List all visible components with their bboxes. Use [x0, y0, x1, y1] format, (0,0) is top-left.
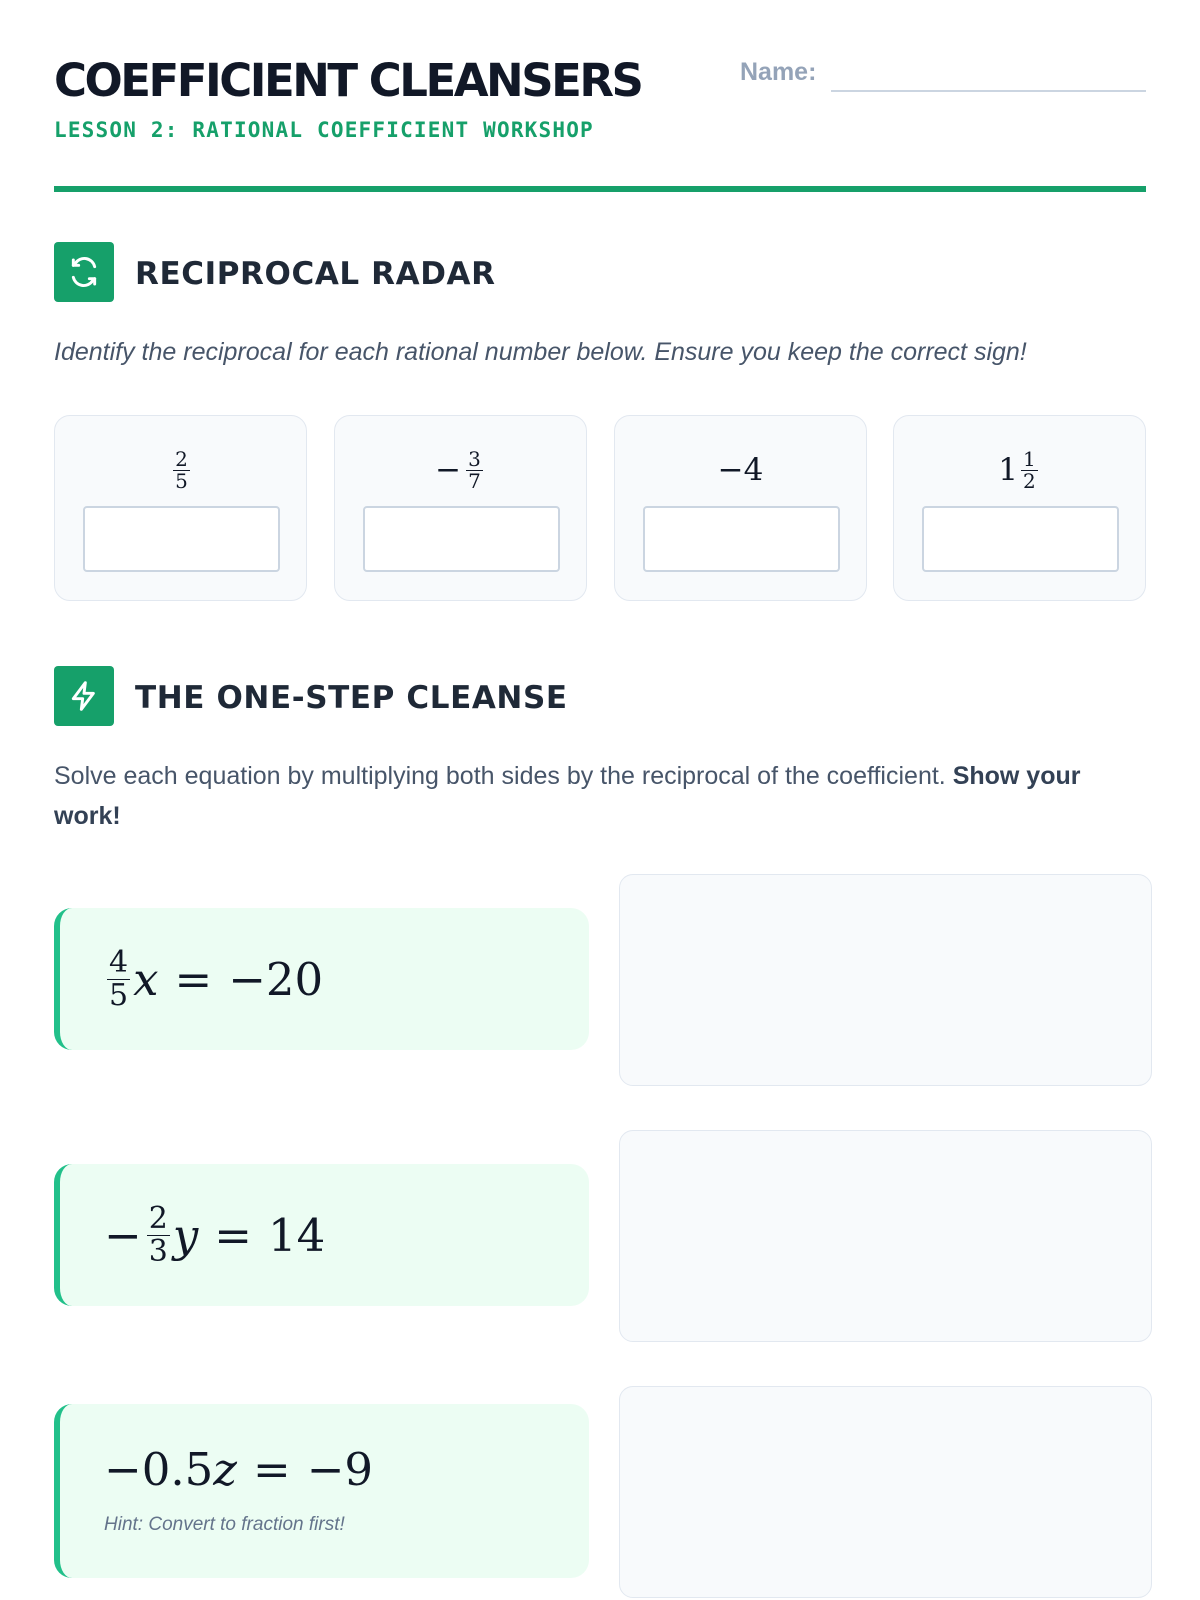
- equation: −0.5 z = −9: [104, 1442, 374, 1496]
- section-reciprocal-radar: [54, 242, 1146, 302]
- rational-number: −4: [717, 452, 764, 488]
- equation-card: [54, 1164, 589, 1306]
- lesson-subtitle: LESSON 2: RATIONAL COEFFICIENT WORKSHOP: [54, 118, 594, 142]
- section-one-step-cleanse: [54, 666, 1146, 726]
- section-title-reciprocal: RECIPROCAL RADAR: [135, 256, 496, 292]
- reciprocal-answer-input[interactable]: [363, 506, 560, 572]
- equation-card: [54, 1404, 589, 1578]
- one-step-instructions: Solve each equation by multiplying both sides by the reciprocal of the coefficient. Show your work!: [54, 762, 1081, 830]
- reciprocal-answer-input[interactable]: [643, 506, 840, 572]
- rational-number: − $\frac{3}{7}$: [435, 446, 481, 493]
- reciprocal-answer-input[interactable]: [83, 506, 280, 572]
- work-area[interactable]: [619, 1130, 1152, 1342]
- name-label: Name:: [740, 58, 817, 86]
- work-area[interactable]: [619, 1386, 1152, 1598]
- equation: $\frac{4}{5}$ x = −20: [109, 945, 324, 1013]
- name-field[interactable]: [831, 90, 1146, 92]
- fraction: $\frac{2}{5}$: [175, 446, 188, 493]
- equation-hint: Hint: Convert to fraction first!: [104, 1514, 345, 1535]
- header-divider: [54, 186, 1146, 192]
- worksheet-title: COEFFICIENT CLEANSERS: [54, 54, 642, 107]
- fraction: $\frac{1}{2}$: [1023, 446, 1036, 493]
- reciprocal-card: [54, 415, 307, 601]
- reciprocal-card: [614, 415, 867, 601]
- reciprocal-instructions: Identify the reciprocal for each rational number below. Ensure you keep the correct sign!: [54, 338, 1027, 366]
- refresh-icon: [54, 242, 114, 302]
- rational-number: 1 $\frac{1}{2}$: [998, 446, 1036, 493]
- work-area[interactable]: [619, 874, 1152, 1086]
- reciprocal-cards: [54, 415, 1146, 601]
- equation: − $\frac{2}{3}$ y = 14: [104, 1201, 326, 1269]
- rational-number: [55, 440, 306, 500]
- fraction: $\frac{2}{3}$: [148, 1201, 168, 1269]
- section-title-one-step: THE ONE-STEP CLEANSE: [135, 680, 568, 716]
- lightning-icon: [54, 666, 114, 726]
- equation-card: [54, 908, 589, 1050]
- reciprocal-card: [334, 415, 587, 601]
- fraction: $\frac{3}{7}$: [468, 446, 481, 493]
- reciprocal-card: [893, 415, 1146, 601]
- worksheet-header: [54, 52, 1146, 192]
- fraction: $\frac{4}{5}$: [109, 945, 129, 1013]
- reciprocal-answer-input[interactable]: [922, 506, 1119, 572]
